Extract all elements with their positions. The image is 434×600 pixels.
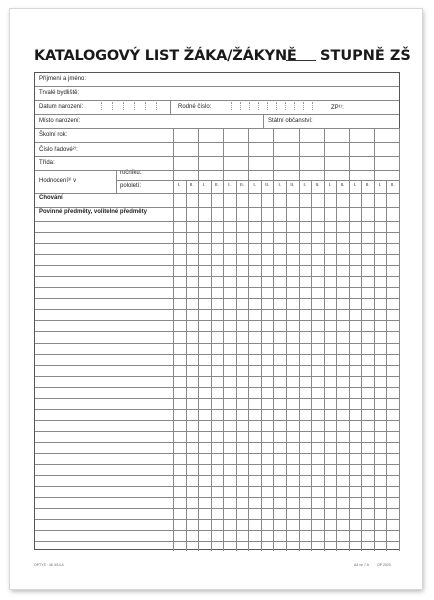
subject-row-line bbox=[35, 398, 399, 399]
grade-column-divider bbox=[223, 128, 224, 551]
grade-column-divider bbox=[374, 128, 375, 551]
date-digit-tick bbox=[134, 102, 135, 110]
date-digit-tick bbox=[112, 102, 113, 110]
field-divider bbox=[263, 114, 264, 128]
grade-column-divider bbox=[399, 128, 400, 551]
birth-number-digit-tick bbox=[240, 102, 241, 110]
semester-label: II. bbox=[340, 182, 345, 187]
footer-format: A4 ve 7 A bbox=[354, 563, 369, 567]
address-label: Trvalé bydliště: bbox=[39, 90, 80, 96]
subject-row-line bbox=[35, 365, 399, 366]
birth-place-label: Místo narození: bbox=[39, 118, 81, 124]
row-divider bbox=[35, 170, 399, 171]
subject-row-line bbox=[35, 453, 399, 454]
row-divider bbox=[35, 86, 399, 87]
grade-column-divider bbox=[198, 128, 199, 551]
subject-row-line bbox=[35, 232, 399, 233]
row-divider bbox=[35, 100, 399, 101]
row-divider bbox=[35, 193, 399, 194]
subject-row-line bbox=[35, 309, 399, 310]
birth-number-digit-tick bbox=[267, 102, 268, 110]
footer-code: OPTYS · 46 3/14 A bbox=[34, 563, 64, 567]
subject-row-line bbox=[35, 298, 399, 299]
row-divider bbox=[116, 180, 399, 181]
catalog-form-table bbox=[34, 72, 400, 550]
birth-number-label: Rodné číslo: bbox=[178, 104, 212, 110]
subject-row-line bbox=[35, 475, 399, 476]
date-digit-tick bbox=[145, 102, 146, 110]
semester-label: II. bbox=[315, 182, 320, 187]
subject-row-line bbox=[35, 409, 399, 410]
class-label: Třída: bbox=[39, 160, 55, 166]
subject-row-line bbox=[35, 343, 399, 344]
grade-level-blank bbox=[286, 60, 316, 61]
semester-label: II. bbox=[189, 182, 194, 187]
subject-row-line bbox=[35, 420, 399, 421]
birth-date-label: Datum narození: bbox=[39, 104, 84, 110]
semester-label: II. bbox=[215, 182, 219, 187]
birth-number-digit-tick bbox=[231, 102, 232, 110]
subject-row-line bbox=[35, 431, 399, 432]
citizenship-label: Státní občanství: bbox=[268, 118, 313, 124]
birth-number-digit-tick bbox=[285, 102, 286, 110]
semester-label: II. bbox=[365, 182, 370, 187]
subject-row-line bbox=[35, 320, 399, 321]
birth-number-digit-tick bbox=[276, 102, 277, 110]
row-divider bbox=[35, 156, 399, 157]
semester-label: I. bbox=[328, 182, 332, 187]
row-divider bbox=[35, 114, 399, 115]
subject-row-line bbox=[35, 254, 399, 255]
evaluation-label: Hodnocení³⁾ v bbox=[39, 178, 77, 184]
semester-label: I. bbox=[177, 182, 181, 187]
birth-number-digit-tick bbox=[294, 102, 295, 110]
grade-column-divider bbox=[324, 128, 325, 551]
form-title: KATALOGOVÝ LIST ŽÁKA/ŽÁKYNĚ bbox=[34, 48, 297, 64]
subject-row-line bbox=[35, 464, 399, 465]
grade-column-divider bbox=[248, 128, 249, 551]
semester-label: I. bbox=[353, 182, 357, 187]
row-divider bbox=[35, 142, 399, 143]
date-digit-tick bbox=[123, 102, 124, 110]
semester-label: I. bbox=[303, 182, 307, 187]
surname-label: Příjmení a jméno: bbox=[39, 76, 87, 82]
birth-number-digit-tick bbox=[303, 102, 304, 110]
field-divider bbox=[116, 170, 117, 193]
subject-row-line bbox=[35, 265, 399, 266]
grade-column-divider bbox=[349, 128, 350, 551]
subject-row-line bbox=[35, 243, 399, 244]
subject-row-line bbox=[35, 276, 399, 277]
term-label: pololetí: bbox=[120, 183, 142, 189]
field-divider bbox=[170, 100, 171, 114]
semester-label: II. bbox=[265, 182, 270, 187]
subject-row-line bbox=[35, 287, 399, 288]
birth-number-digit-tick bbox=[249, 102, 250, 110]
school-year-label: Školní rok: bbox=[39, 132, 68, 138]
row-divider bbox=[35, 207, 399, 208]
birth-number-digit-tick bbox=[258, 102, 259, 110]
grade-column-divider bbox=[173, 128, 174, 551]
subject-row-line bbox=[35, 331, 399, 332]
behavior-label: Chování bbox=[39, 195, 63, 201]
subject-row-line bbox=[35, 541, 399, 542]
semester-label: II. bbox=[240, 182, 244, 187]
row-divider bbox=[35, 221, 399, 222]
subject-row-line bbox=[35, 376, 399, 377]
grade-column-divider bbox=[299, 128, 300, 551]
date-digit-tick bbox=[101, 102, 102, 110]
grade-column-divider bbox=[273, 128, 274, 551]
subject-row-line bbox=[35, 508, 399, 509]
grade-label: ročníku: bbox=[120, 170, 142, 176]
semester-label: II. bbox=[390, 182, 395, 187]
semester-label: I. bbox=[203, 182, 206, 187]
order-number-label: Číslo řadové²⁾: bbox=[39, 147, 78, 153]
date-digit-tick bbox=[156, 102, 157, 110]
subjects-label: Povinné předměty, volitelné předměty bbox=[39, 209, 147, 215]
subject-row-line bbox=[35, 442, 399, 443]
subject-row-line bbox=[35, 530, 399, 531]
subject-row-line bbox=[35, 354, 399, 355]
semester-label: II. bbox=[290, 182, 295, 187]
subject-row-line bbox=[35, 387, 399, 388]
row-divider bbox=[35, 128, 399, 129]
subject-row-line bbox=[35, 519, 399, 520]
semester-label: I. bbox=[228, 182, 231, 187]
footer-edition: OP 2024 bbox=[377, 563, 391, 567]
birth-number-digit-tick bbox=[312, 102, 313, 110]
insurance-label: ZP¹⁾: bbox=[331, 105, 344, 111]
semester-label: I. bbox=[278, 182, 281, 187]
form-title-suffix: STUPNĚ ZŠ bbox=[320, 48, 411, 64]
semester-label: I. bbox=[378, 182, 382, 187]
semester-label: I. bbox=[253, 182, 256, 187]
subject-row-line bbox=[35, 486, 399, 487]
subject-row-line bbox=[35, 497, 399, 498]
